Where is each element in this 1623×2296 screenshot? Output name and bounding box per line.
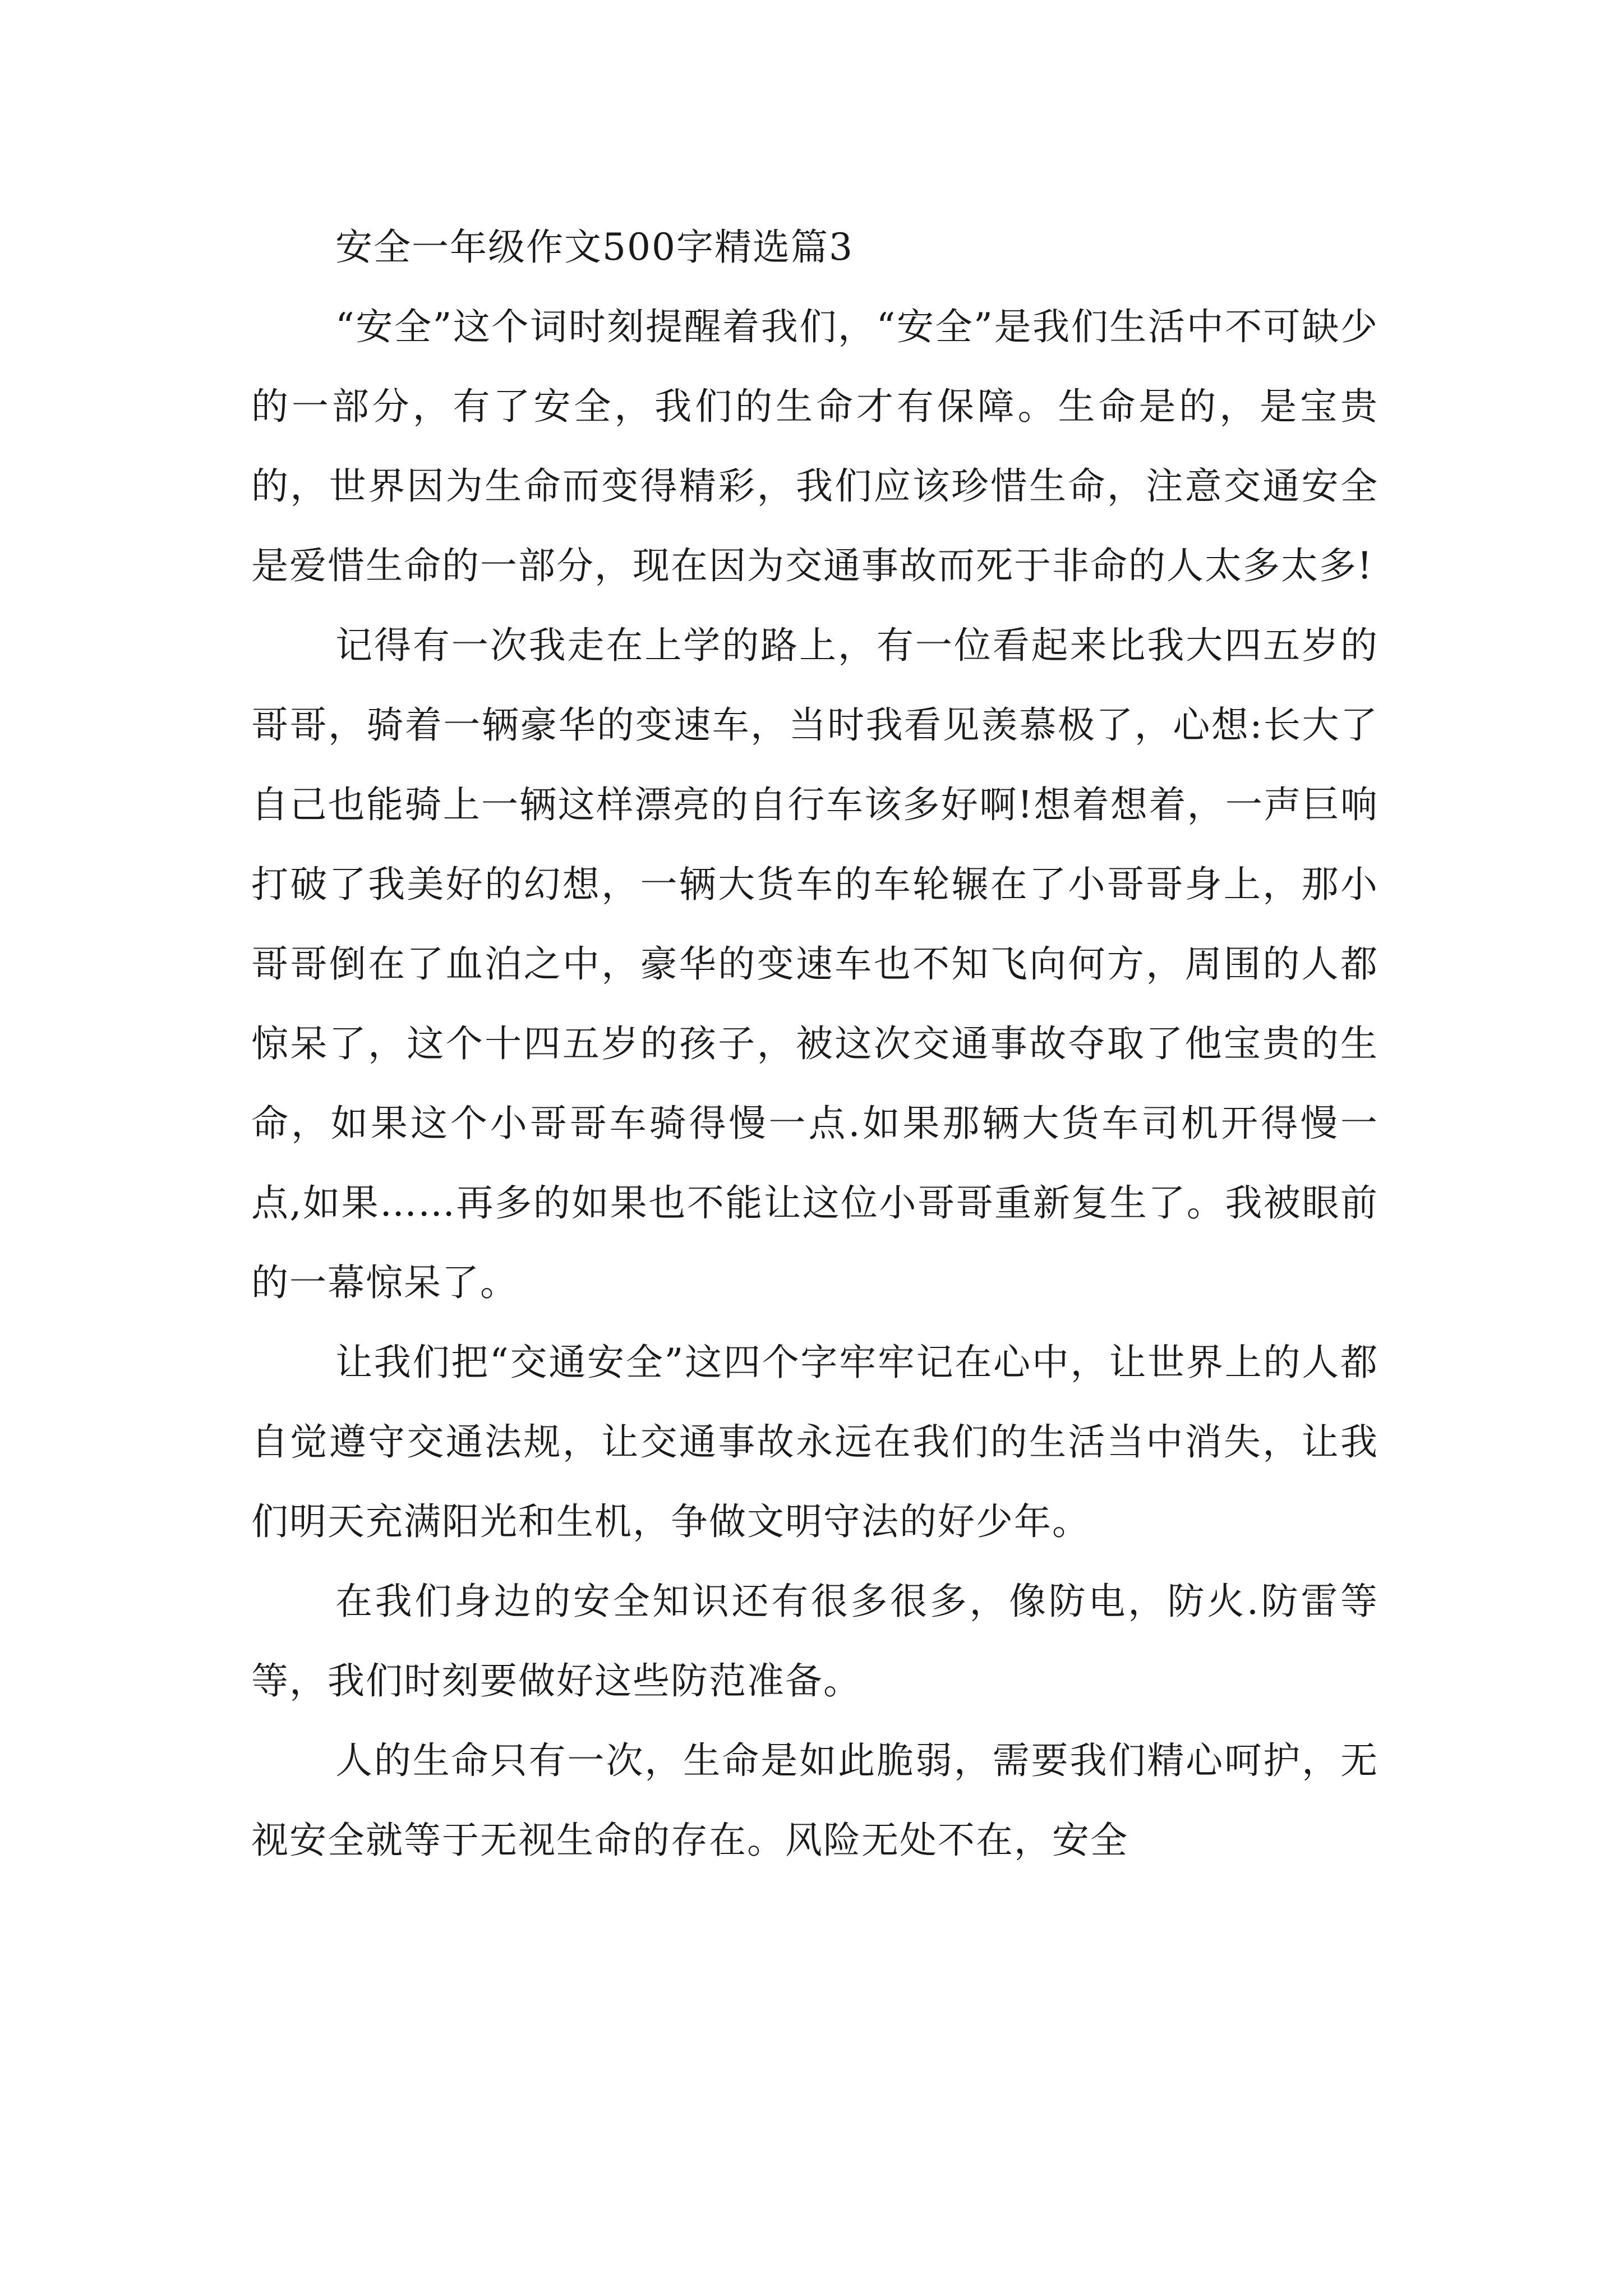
paragraph-1: “安全”这个词时刻提醒着我们，“安全”是我们生活中不可缺少的一部分，有了安全，我们的生命才有保障。生命是的，是宝贵的，世界因为生命而变得精彩，我们应该珍惜生命，注意交通安全是爱惜生命的一部分，现在因为交通事故而死于非命的人太多太多! <box>251 305 1378 587</box>
paragraph-3: 让我们把“交通安全”这四个字牢牢记在心中，让世界上的人都自觉遵守交通法规，让交通事故永远在我们的生活当中消失，让我们明天充满阳光和生机，争做文明守法的好少年。 <box>251 1341 1378 1543</box>
document-title: 安全一年级作文500字精选篇3 <box>335 226 854 269</box>
paragraph-5: 人的生命只有一次，生命是如此脆弱，需要我们精心呵护，无视安全就等于无视生命的存在。风险无处不在，安全 <box>251 1739 1378 1862</box>
paragraph-4: 在我们身边的安全知识还有很多很多，像防电，防火.防雷等等，我们时刻要做好这些防范准备。 <box>251 1580 1378 1703</box>
document-body <box>251 208 1378 1880</box>
paragraph-2: 记得有一次我走在上学的路上，有一位看起来比我大四五岁的哥哥，骑着一辆豪华的变速车，当时我看见羡慕极了，心想:长大了自己也能骑上一辆这样漂亮的自行车该多好啊!想着想着，一声巨响打破了我美好的幻想，一辆大货车的车轮辗在了小哥哥身上，那小哥哥倒在了血泊之中，豪华的变速车也不知飞向何方，周围的人都惊呆了，这个十四五岁的孩子，被这次交通事故夺取了他宝贵的生命，如果这个小哥哥车骑得慢一点.如果那辆大货车司机开得慢一点,如果……再多的如果也不能让这位小哥哥重新复生了。我被眼前的一幕惊呆了。 <box>251 624 1378 1304</box>
